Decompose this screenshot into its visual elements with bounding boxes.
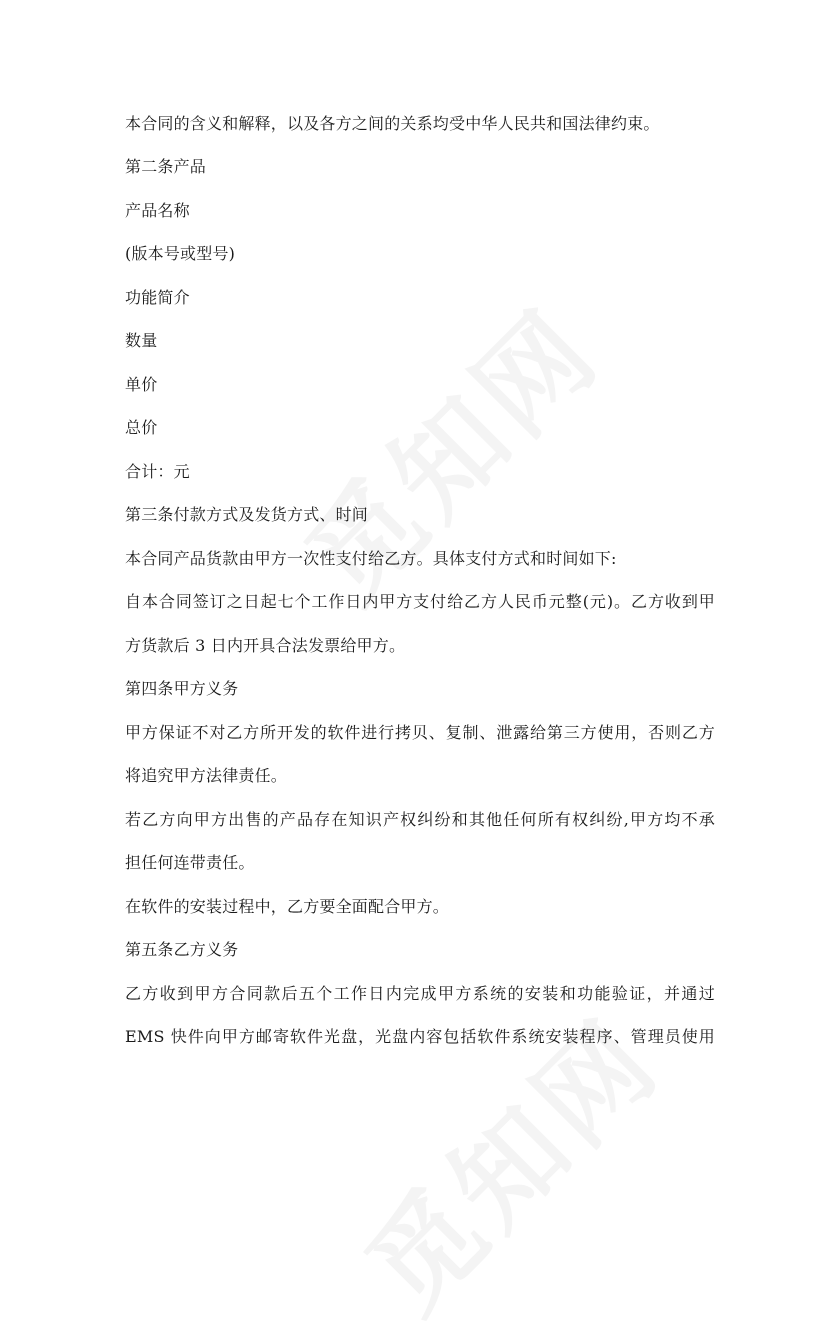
paragraph-ip-line-2: 担任何连带责任。 <box>125 853 255 872</box>
article-4-heading: 第四条甲方义务 <box>125 679 239 698</box>
paragraph-party-a-line-2: 将追究甲方法律责任。 <box>125 766 288 785</box>
paragraph-payment-line-1: 自本合同签订之日起七个工作日内甲方支付给乙方人民币元整(元)。乙方收到甲 <box>125 592 715 611</box>
field-total-price: 总价 <box>125 418 158 437</box>
paragraph-installation: 在软件的安装过程中，乙方要全面配合甲方。 <box>125 897 450 916</box>
field-unit-price: 单价 <box>125 375 158 394</box>
field-version: (版本号或型号) <box>125 244 236 263</box>
paragraph-party-b-line-1: 乙方收到甲方合同款后五个工作日内完成甲方系统的安装和功能验证，并通过 <box>125 984 715 1003</box>
article-5-heading: 第五条乙方义务 <box>125 940 239 959</box>
paragraph-party-b-line-2: EMS 快件向甲方邮寄软件光盘，光盘内容包括软件系统安装程序、管理员使用 <box>125 1027 715 1046</box>
field-function: 功能简介 <box>125 288 190 307</box>
field-quantity: 数量 <box>125 331 158 350</box>
article-2-heading: 第二条产品 <box>125 157 207 176</box>
field-product-name: 产品名称 <box>125 201 190 220</box>
paragraph-party-a-line-1: 甲方保证不对乙方所开发的软件进行拷贝、复制、泄露给第三方使用，否则乙方 <box>125 723 715 742</box>
watermark-top <box>266 268 628 630</box>
paragraph-governing-law: 本合同的含义和解释，以及各方之间的关系均受中华人民共和国法律约束。 <box>125 114 660 133</box>
article-3-heading: 第三条付款方式及发货方式、时间 <box>125 505 369 524</box>
paragraph-payment-intro: 本合同产品货款由甲方一次性支付给乙方。具体支付方式和时间如下: <box>125 549 617 568</box>
paragraph-ip-line-1: 若乙方向甲方出售的产品存在知识产权纠纷和其他任何所有权纠纷,甲方均不承 <box>125 810 715 829</box>
field-sum: 合计：元 <box>125 462 190 481</box>
paragraph-payment-line-2: 方货款后 3 日内开具合法发票给甲方。 <box>125 636 406 655</box>
